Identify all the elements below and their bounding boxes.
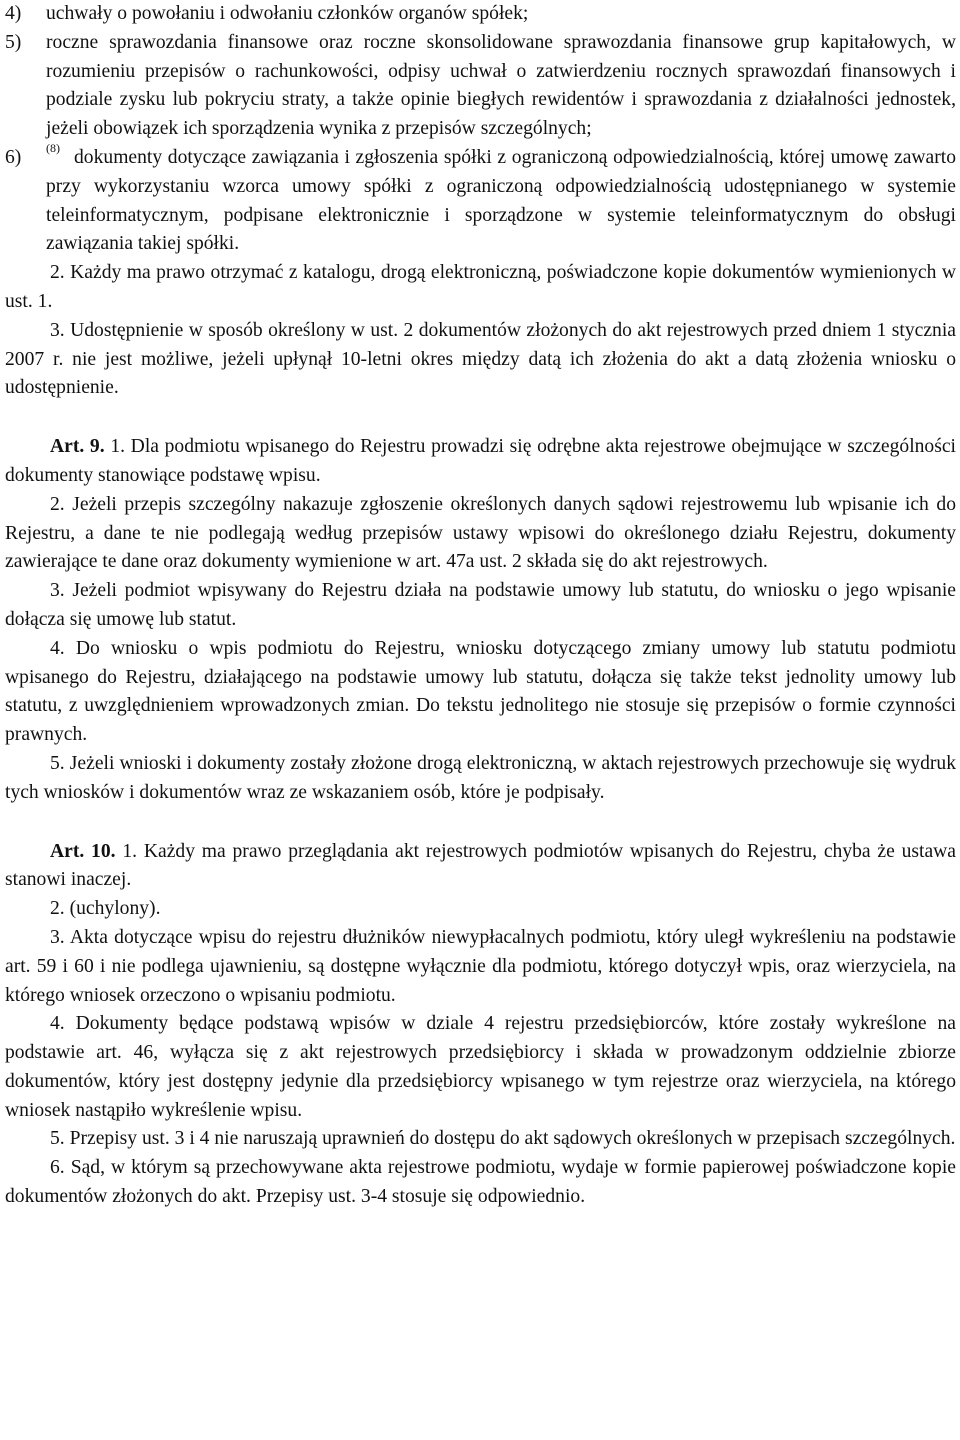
paragraph-text: Dla podmiotu wpisanego do Rejestru prowadzi się odrębne akta rejestrowe obejmujące w szczególności dokumenty stanowiące podstawę wpisu. bbox=[5, 436, 956, 486]
paragraph-number: 2. bbox=[50, 493, 65, 515]
list-item-text: uchwały o powołaniu i odwołaniu członków organów spółek; bbox=[46, 3, 529, 24]
paragraph bbox=[5, 1010, 956, 1125]
section-gap bbox=[5, 403, 956, 433]
paragraph bbox=[5, 491, 956, 577]
section-gap bbox=[5, 808, 956, 838]
list-item-number: 6) bbox=[5, 146, 22, 168]
list-item bbox=[5, 29, 956, 144]
article-10 bbox=[5, 838, 956, 1212]
paragraph-number: 5. bbox=[50, 752, 65, 774]
list-item-text: dokumenty dotyczące zawiązania i zgłoszenia spółki z ograniczoną odpowiedzialnością, której umowę zawarto przy wykorzystaniu wzorca umowy spółki z ograniczoną odpowiedzialnością udostępnianego w systemie teleinformatycznym, podpisane elektronicznie i sporządzone w systemie teleinformatycznym do obsługi zawiązania takiej spółki. bbox=[46, 146, 956, 255]
paragraph-number: 3. bbox=[50, 926, 65, 948]
paragraph bbox=[5, 1125, 956, 1154]
paragraph bbox=[5, 577, 956, 635]
paragraph-text: Do wniosku o wpis podmiotu do Rejestru, wniosku dotyczącego zmiany umowy lub statutu podmiotu wpisanego do Rejestru, działającego na podstawie umowy lub statutu, dołącza się także tekst jednolity umowy lub statutu, z uwzględnieniem wprowadzonych zmian. Do tekstu jednolitego nie stosuje się przepisów o formie czynności prawnych. bbox=[5, 637, 956, 746]
paragraph-text: Sąd, w którym są przechowywane akta rejestrowe podmiotu, wydaje w formie papierowej poświadczone kopie dokumentów złożonych do akt. Przepisy ust. 3-4 stosuje się odpowiednio. bbox=[5, 1157, 956, 1208]
paragraph-text: Jeżeli wnioski i dokumenty zostały złożone drogą elektroniczną, w aktach rejestrowych przechowuje się wydruk tych wniosków i dokumentów wraz ze wskazaniem osób, które je podpisały. bbox=[5, 752, 956, 803]
paragraph-number: 3. bbox=[50, 319, 65, 341]
paragraph bbox=[5, 317, 956, 403]
paragraph-number: 4. bbox=[50, 637, 65, 659]
document-list bbox=[5, 0, 956, 259]
paragraph-number: 2. bbox=[50, 262, 65, 284]
list-item-number: 5) bbox=[5, 31, 22, 53]
paragraph-text: Akta dotyczące wpisu do rejestru dłużników niewypłacalnych podmiotu, który uległ wykreśleniu na podstawie art. 59 i 60 i nie podlega ujawnieniu, są dostępne wyłącznie dla podmiotu, którego dotyczył wpis, oraz wierzyciela, na którego wniosek orzeczono o wpisaniu podmiotu. bbox=[5, 926, 956, 1006]
paragraph-text: Dokumenty będące podstawą wpisów w dziale 4 rejestru przedsiębiorców, które zostały wykreślone na podstawie art. 46, wyłącza się z akt rejestrowych przedsiębiorcy i składa w prowadzonym oddzielnie zbiorze dokumentów, który jest dostępny jedynie dla przedsiębiorcy wpisanego w tym rejestrze oraz wierzyciela, na którego wniosek nastąpiło wykreślenie wpisu. bbox=[5, 1013, 956, 1121]
paragraph-number: 5. bbox=[50, 1128, 65, 1150]
paragraph-number: 2. bbox=[50, 898, 65, 920]
paragraph-text: (uchylony). bbox=[64, 898, 161, 920]
paragraph bbox=[5, 750, 956, 808]
article-heading: Art. 10. bbox=[50, 840, 116, 862]
paragraph bbox=[5, 895, 956, 924]
paragraph-text: Każdy ma prawo otrzymać z katalogu, drogą elektroniczną, poświadczone kopie dokumentów wymienionych w ust. 1. bbox=[5, 262, 956, 312]
article-9 bbox=[5, 433, 956, 807]
paragraph-number: 4. bbox=[50, 1013, 65, 1035]
paragraph-number: 6. bbox=[50, 1157, 65, 1179]
article-heading: Art. 9. bbox=[50, 436, 105, 458]
paragraph-text: Przepisy ust. 3 i 4 nie naruszają uprawnień do dostępu do akt sądowych określonych w przepisach szczególnych. bbox=[64, 1128, 956, 1150]
paragraph-text: Jeżeli przepis szczególny nakazuje zgłoszenie określonych danych sądowi rejestrowemu lub wpisanie ich do Rejestru, a dane te nie podlegają według przepisów ustawy wpisowi do określonego działu Rejestru, dokumenty zawierające te dane oraz dokumenty wymienione w art. 47a ust. 2 składa się do akt rejestrowych. bbox=[5, 493, 956, 573]
paragraph-text: Jeżeli podmiot wpisywany do Rejestru działa na podstawie umowy lub statutu, do wniosku o jego wpisanie dołącza się umowę lub statut. bbox=[5, 580, 956, 630]
paragraph-text: Każdy ma prawo przeglądania akt rejestrowych podmiotów wpisanych do Rejestru, chyba że ustawa stanowi inaczej. bbox=[5, 840, 956, 891]
list-item-number: 4) bbox=[5, 3, 22, 24]
paragraph bbox=[5, 259, 956, 317]
paragraph-text: Udostępnienie w sposób określony w ust. 2 dokumentów złożonych do akt rejestrowych przed dniem 1 stycznia 2007 r. nie jest możliwe, jeżeli upłynął 10-letni okres między datą ich złożenia do akt a datą złożenia wniosku o udostępnienie. bbox=[5, 319, 956, 399]
list-item bbox=[5, 0, 956, 29]
paragraph bbox=[5, 1154, 956, 1212]
paragraph bbox=[5, 838, 956, 896]
list-item-text: roczne sprawozdania finansowe oraz roczne skonsolidowane sprawozdania finansowe grup kapitałowych, w rozumieniu przepisów o rachunkowości, odpisy uchwał o zatwierdzeniu rocznych sprawozdań finansowych i podziale zysku lub pokryciu straty, a także opinie biegłych rewidentów i sprawozdania z działalności jednostek, jeżeli obowiązek ich sporządzenia wynika z przepisów szczególnych; bbox=[46, 31, 956, 140]
paragraph bbox=[5, 924, 956, 1010]
paragraph-number: 1. bbox=[122, 840, 138, 862]
paragraph-number: 1. bbox=[110, 436, 126, 458]
list-item bbox=[5, 141, 956, 259]
paragraph bbox=[5, 433, 956, 491]
paragraph-number: 3. bbox=[50, 580, 65, 602]
footnote-reference: (8) bbox=[46, 141, 60, 156]
paragraph bbox=[5, 635, 956, 750]
